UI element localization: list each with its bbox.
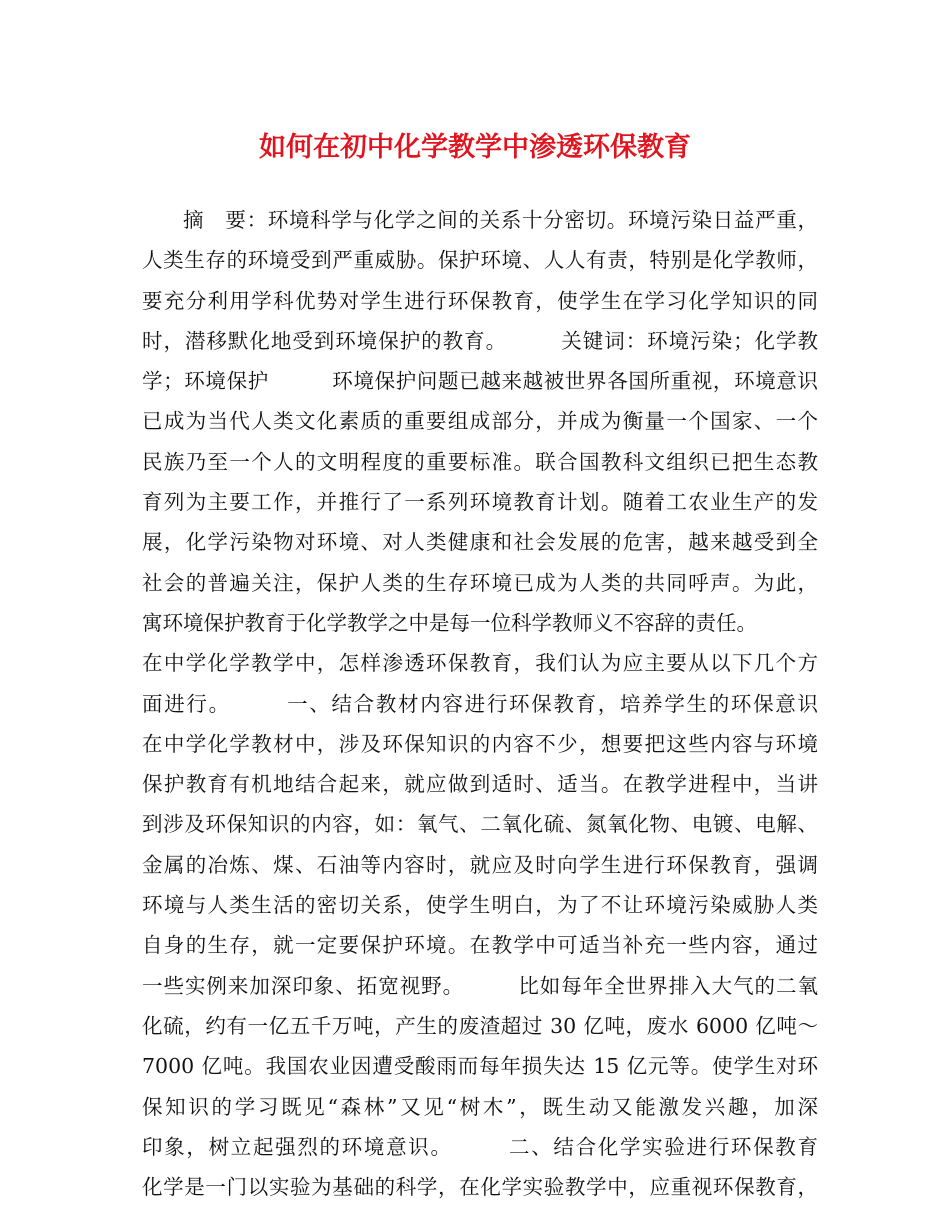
body-line: 保知识的学习既见“森林”又见“树木”，既生动又能激发兴趣，加深 [142, 1094, 818, 1119]
body-line: 自身的生存，就一定要保护环境。在教学中可适当补充一些内容，通过 [142, 933, 818, 958]
body-line: 印象，树立起强烈的环境意识。 二、结合化学实验进行环保教育 [142, 1134, 818, 1159]
body-line: 民族乃至一个人的文明程度的重要标准。联合国教科文组织已把生态教 [142, 449, 818, 474]
body-line: 在中学化学教材中，涉及环保知识的内容不少，想要把这些内容与环境 [142, 731, 818, 756]
body-line: 已成为当代人类文化素质的重要组成部分，并成为衡量一个国家、一个 [142, 409, 818, 434]
body-line: 到涉及环保知识的内容，如：氧气、二氧化硫、氮氧化物、电镀、电解、 [142, 812, 818, 837]
body-line: 面进行。 一、结合教材内容进行环保教育，培养学生的环保意识 [142, 691, 818, 716]
body-line: 寓环境保护教育于化学教学之中是每一位科学教师义不容辞的责任。 [142, 610, 757, 635]
body-line: 时，潜移默化地受到环境保护的教育。 关键词：环境污染；化学教 [142, 328, 818, 353]
body-line: 要充分利用学科优势对学生进行环保教育，使学生在学习化学知识的同 [142, 288, 818, 313]
body-line: 在中学化学教学中，怎样渗透环保教育，我们认为应主要从以下几个方 [142, 651, 818, 676]
body-line: 人类生存的环境受到严重威胁。保护环境、人人有责，特别是化学教师， [142, 248, 818, 273]
body-line: 环境与人类生活的密切关系，使学生明白，为了不让环境污染威胁人类 [142, 893, 818, 918]
body-line: 保护教育有机地结合起来，就应做到适时、适当。在教学进程中，当讲 [142, 772, 818, 797]
body-line: 金属的冶炼、煤、石油等内容时，就应及时向学生进行环保教育，强调 [142, 852, 818, 877]
body-line: 育列为主要工作，并推行了一系列环境教育计划。随着工农业生产的发 [142, 490, 818, 515]
body-line: 一些实例来加深印象、拓宽视野。 比如每年全世界排入大气的二氧 [142, 973, 818, 998]
body-line: 化硫，约有一亿五千万吨，产生的废渣超过 30 亿吨，废水 6000 亿吨～ [142, 1013, 818, 1038]
body-line: 摘 要：环境科学与化学之间的关系十分密切。环境污染日益严重， [183, 208, 818, 232]
document-title: 如何在初中化学教学中渗透环保教育 [259, 132, 691, 163]
body-line: 化学是一门以实验为基础的科学，在化学实验教学中，应重视环保教育， [142, 1175, 818, 1200]
body-line: 学；环境保护 环境保护问题已越来越被世界各国所重视，环境意识 [142, 369, 818, 394]
document-body [142, 200, 818, 1207]
body-line: 展，化学污染物对环境、对人类健康和社会发展的危害，越来越受到全 [142, 530, 818, 555]
body-line: 社会的普遍关注，保护人类的生存环境已成为人类的共同呼声。为此， [142, 570, 818, 595]
body-line: 7000 亿吨。我国农业因遭受酸雨而每年损失达 15 亿元等。使学生对环 [142, 1054, 818, 1079]
